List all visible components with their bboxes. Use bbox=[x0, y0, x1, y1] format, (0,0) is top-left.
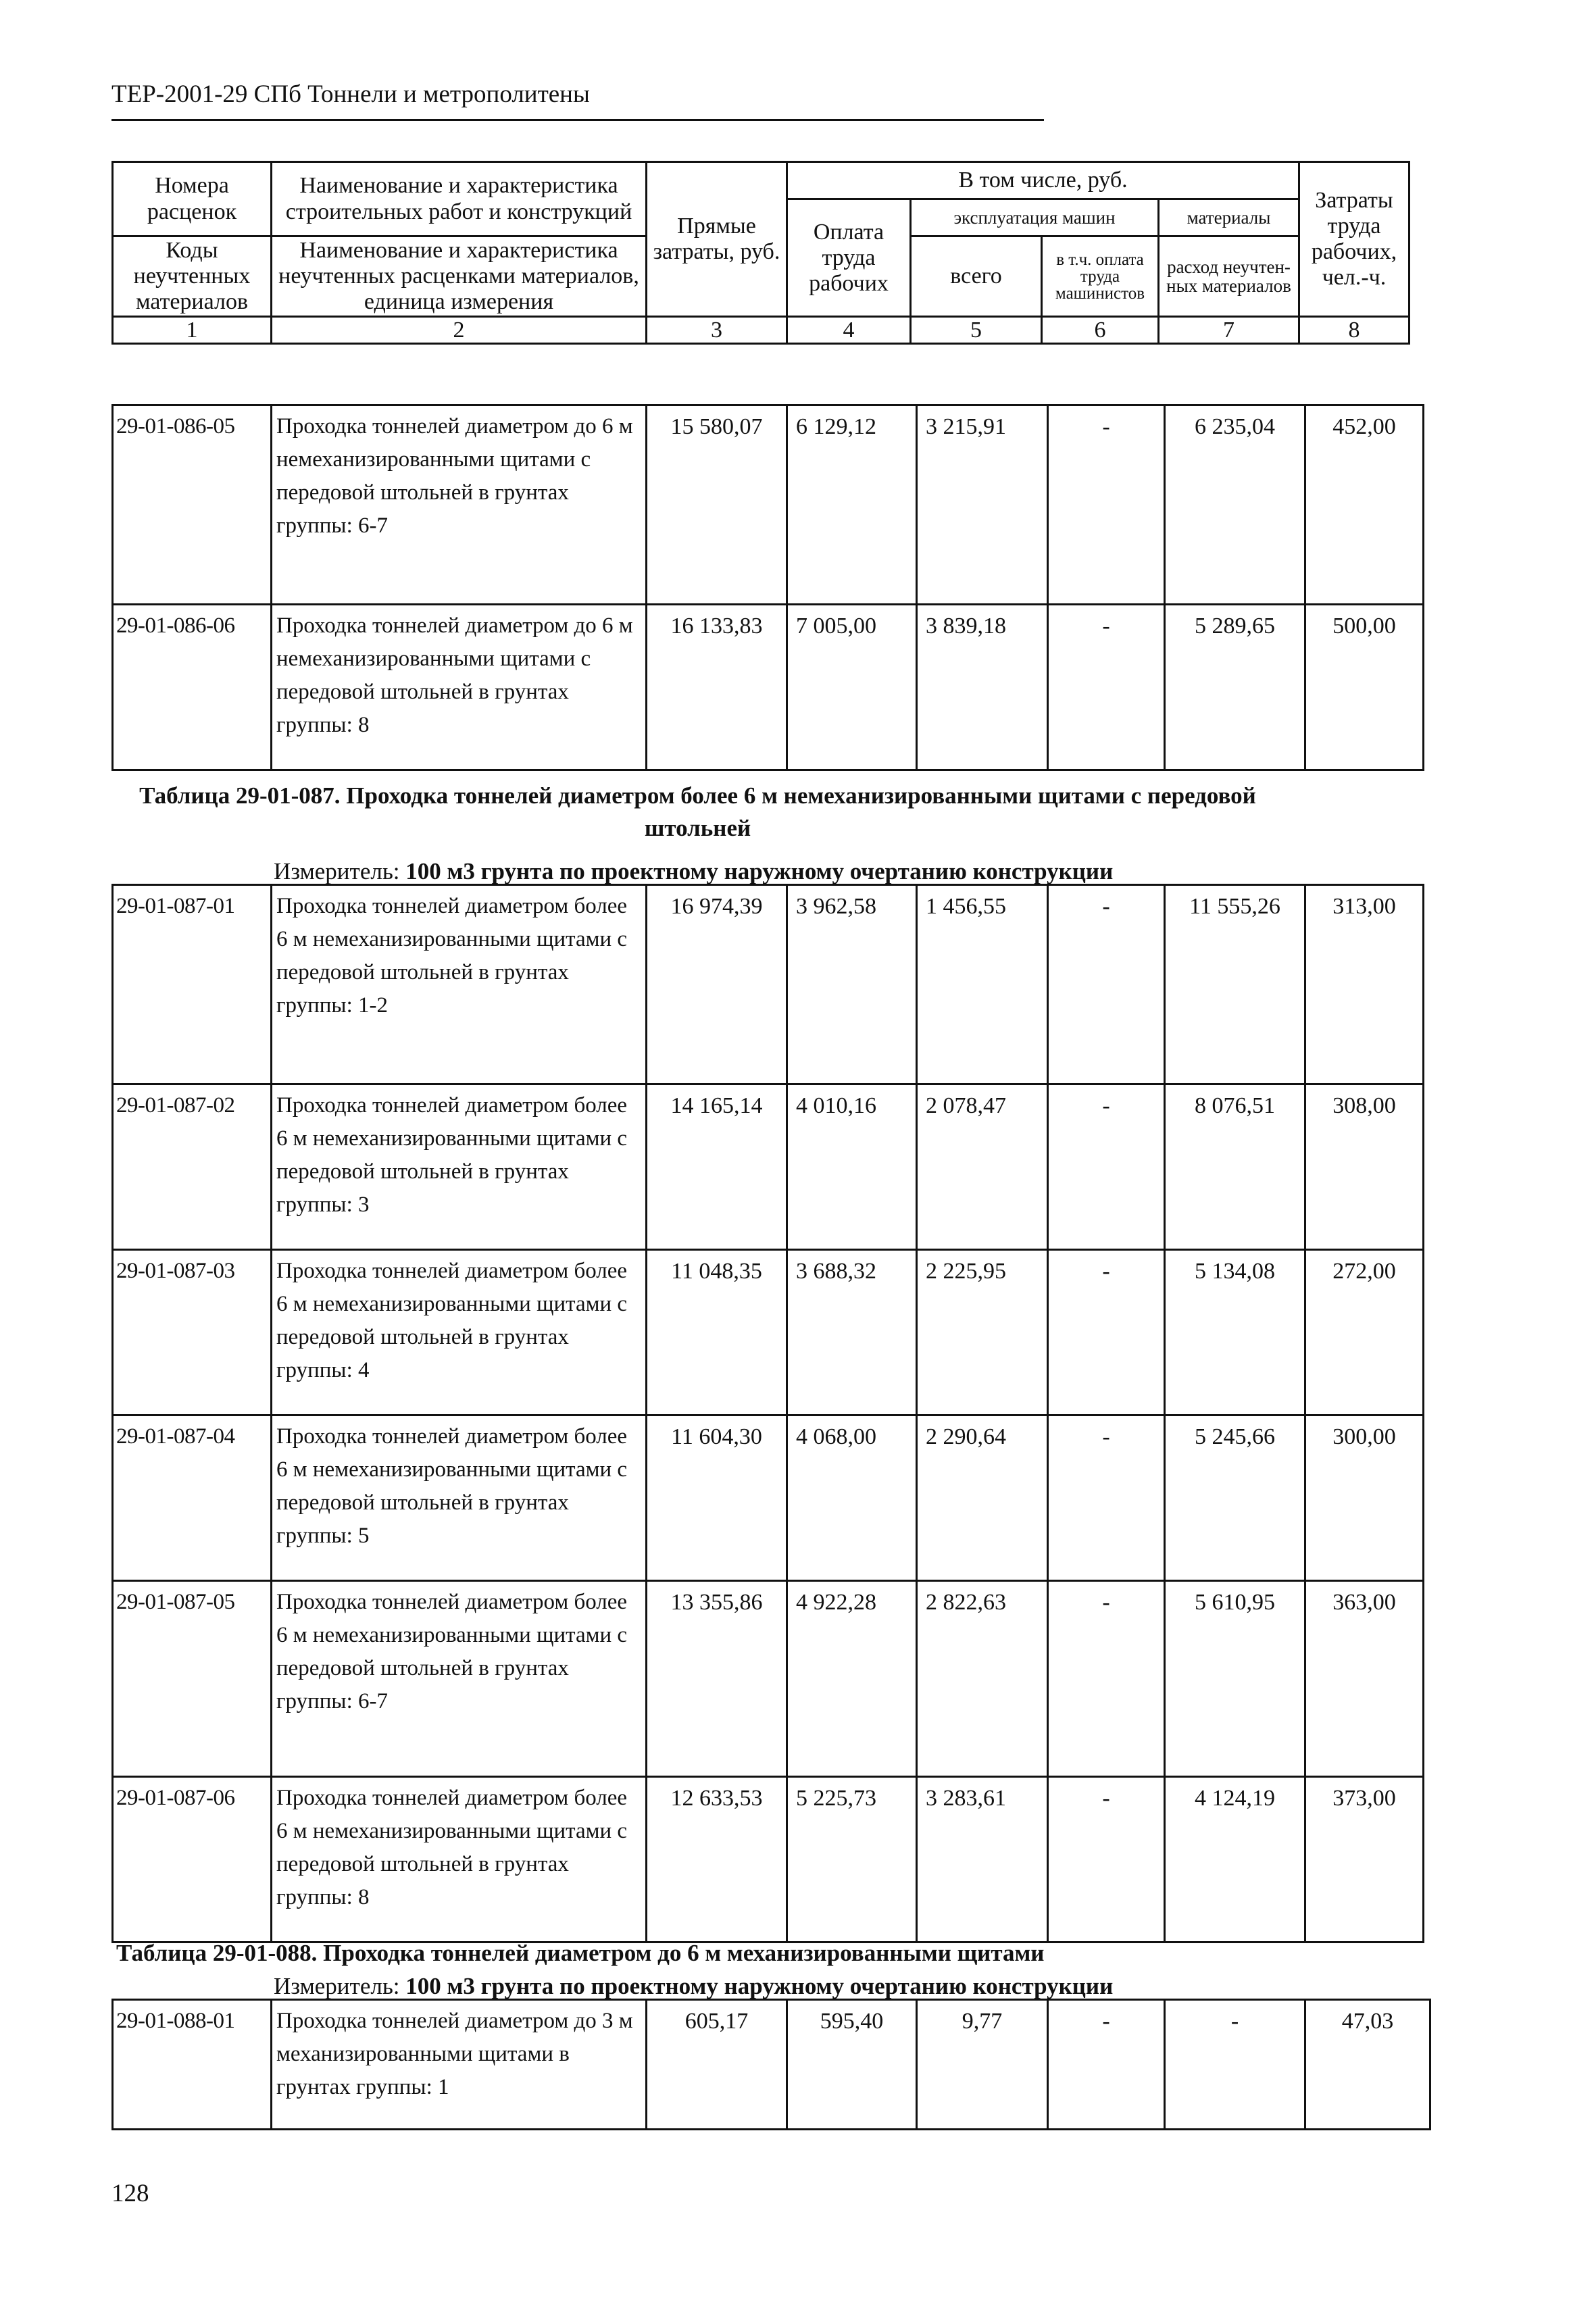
col-number-8: 8 bbox=[1299, 317, 1410, 344]
materials-cost: 11 555,26 bbox=[1165, 885, 1305, 1084]
header-rate-numbers: Номера расценок bbox=[113, 162, 272, 236]
labor-hours: 272,00 bbox=[1305, 1250, 1424, 1415]
header-operators-pay: в т.ч. оплата труда машинистов bbox=[1042, 236, 1159, 317]
labor-hours: 308,00 bbox=[1305, 1084, 1424, 1250]
direct-costs: 14 165,14 bbox=[647, 1084, 787, 1250]
rate-code: 29-01-086-05 bbox=[113, 405, 272, 605]
operators-pay: - bbox=[1048, 1415, 1165, 1581]
work-name: Проходка тоннелей диаметром более 6 м немеханизированными щитами с передовой штольней в грунтах группы: 5 bbox=[272, 1415, 647, 1581]
unit-value: 100 м3 грунта по проектному наружному очертанию конструкции bbox=[405, 858, 1114, 884]
work-name: Проходка тоннелей диаметром более 6 м немеханизированными щитами с передовой штольней в грунтах группы: 4 bbox=[272, 1250, 647, 1415]
machines-total: 9,77 bbox=[917, 2000, 1048, 2130]
labor-pay: 6 129,12 bbox=[787, 405, 917, 605]
page-number: 128 bbox=[111, 2180, 149, 2207]
col-number-1: 1 bbox=[113, 317, 272, 344]
column-header-table bbox=[111, 161, 1410, 345]
labor-pay: 595,40 bbox=[787, 2000, 917, 2130]
header-unaccounted-materials: расход неучтен-ных материалов bbox=[1159, 236, 1299, 317]
work-name: Проходка тоннелей диаметром до 3 м механизированными щитами в грунтах группы: 1 bbox=[272, 2000, 647, 2130]
table-088-unit bbox=[274, 1973, 1113, 2000]
table-row bbox=[113, 605, 1424, 770]
operators-pay: - bbox=[1048, 405, 1165, 605]
table-086 bbox=[111, 404, 1424, 771]
header-work-name: Наименование и характеристика строительных работ и конструкций bbox=[272, 162, 647, 236]
table-row bbox=[113, 885, 1424, 1084]
materials-cost: 6 235,04 bbox=[1165, 405, 1305, 605]
operators-pay: - bbox=[1048, 885, 1165, 1084]
rate-code: 29-01-087-01 bbox=[113, 885, 272, 1084]
col-number-2: 2 bbox=[272, 317, 647, 344]
title-divider bbox=[111, 119, 1044, 121]
machines-total: 3 283,61 bbox=[917, 1777, 1048, 1942]
header-machines-total: всего bbox=[911, 236, 1042, 317]
labor-hours: 47,03 bbox=[1305, 2000, 1430, 2130]
machines-total: 2 225,95 bbox=[917, 1250, 1048, 1415]
materials-cost: 5 245,66 bbox=[1165, 1415, 1305, 1581]
labor-hours: 300,00 bbox=[1305, 1415, 1424, 1581]
table-087-unit bbox=[274, 858, 1113, 885]
work-name: Проходка тоннелей диаметром до 6 м немеханизированными щитами с передовой штольней в грунтах группы: 8 bbox=[272, 605, 647, 770]
labor-pay: 4 010,16 bbox=[787, 1084, 917, 1250]
work-name: Проходка тоннелей диаметром до 6 м немеханизированными щитами с передовой штольней в грунтах группы: 6-7 bbox=[272, 405, 647, 605]
header-labor-hours: Затраты труда рабочих, чел.-ч. bbox=[1299, 162, 1410, 317]
work-name: Проходка тоннелей диаметром более 6 м немеханизированными щитами с передовой штольней в грунтах группы: 3 bbox=[272, 1084, 647, 1250]
direct-costs: 11 604,30 bbox=[647, 1415, 787, 1581]
labor-hours: 500,00 bbox=[1305, 605, 1424, 770]
materials-cost: 5 289,65 bbox=[1165, 605, 1305, 770]
machines-total: 2 290,64 bbox=[917, 1415, 1048, 1581]
materials-cost: 5 134,08 bbox=[1165, 1250, 1305, 1415]
labor-hours: 313,00 bbox=[1305, 885, 1424, 1084]
machines-total: 2 822,63 bbox=[917, 1581, 1048, 1777]
rate-code: 29-01-087-03 bbox=[113, 1250, 272, 1415]
header-including-group: В том числе, руб. bbox=[787, 162, 1299, 199]
machines-total: 3 839,18 bbox=[917, 605, 1048, 770]
direct-costs: 605,17 bbox=[647, 2000, 787, 2130]
header-machines: эксплуатация машин bbox=[911, 199, 1159, 236]
labor-pay: 4 068,00 bbox=[787, 1415, 917, 1581]
labor-hours: 452,00 bbox=[1305, 405, 1424, 605]
labor-pay: 3 962,58 bbox=[787, 885, 917, 1084]
direct-costs: 15 580,07 bbox=[647, 405, 787, 605]
labor-pay: 5 225,73 bbox=[787, 1777, 917, 1942]
direct-costs: 12 633,53 bbox=[647, 1777, 787, 1942]
rate-code: 29-01-087-05 bbox=[113, 1581, 272, 1777]
table-row bbox=[113, 1777, 1424, 1942]
labor-pay: 3 688,32 bbox=[787, 1250, 917, 1415]
col-number-4: 4 bbox=[787, 317, 911, 344]
header-direct-costs: Прямые затраты, руб. bbox=[647, 162, 787, 317]
col-number-5: 5 bbox=[911, 317, 1042, 344]
header-material-codes: Коды неучтенных материалов bbox=[113, 236, 272, 317]
labor-pay: 4 922,28 bbox=[787, 1581, 917, 1777]
materials-cost: - bbox=[1165, 2000, 1305, 2130]
materials-cost: 5 610,95 bbox=[1165, 1581, 1305, 1777]
direct-costs: 13 355,86 bbox=[647, 1581, 787, 1777]
operators-pay: - bbox=[1048, 2000, 1165, 2130]
rate-code: 29-01-087-04 bbox=[113, 1415, 272, 1581]
table-row bbox=[113, 1084, 1424, 1250]
unit-label: Измеритель: bbox=[274, 858, 400, 884]
table-row bbox=[113, 405, 1424, 605]
rate-code: 29-01-087-06 bbox=[113, 1777, 272, 1942]
table-087 bbox=[111, 884, 1424, 1943]
table-088 bbox=[111, 1999, 1431, 2130]
rate-code: 29-01-086-06 bbox=[113, 605, 272, 770]
work-name: Проходка тоннелей диаметром более 6 м немеханизированными щитами с передовой штольней в грунтах группы: 1-2 bbox=[272, 885, 647, 1084]
operators-pay: - bbox=[1048, 605, 1165, 770]
materials-cost: 8 076,51 bbox=[1165, 1084, 1305, 1250]
operators-pay: - bbox=[1048, 1250, 1165, 1415]
table-row bbox=[113, 2000, 1430, 2130]
header-materials: материалы bbox=[1159, 199, 1299, 236]
table-row bbox=[113, 1250, 1424, 1415]
machines-total: 3 215,91 bbox=[917, 405, 1048, 605]
operators-pay: - bbox=[1048, 1084, 1165, 1250]
unit-value: 100 м3 грунта по проектному наружному очертанию конструкции bbox=[405, 1973, 1114, 1999]
col-number-7: 7 bbox=[1159, 317, 1299, 344]
header-material-names: Наименование и характеристика неучтенных расценками материалов, единица измерения bbox=[272, 236, 647, 317]
table-087-caption: Таблица 29-01-087. Проходка тоннелей диаметром более 6 м немеханизированными щитами с передовой штольней bbox=[139, 782, 1256, 841]
work-name: Проходка тоннелей диаметром более 6 м немеханизированными щитами с передовой штольней в грунтах группы: 6-7 bbox=[272, 1581, 647, 1777]
col-number-6: 6 bbox=[1042, 317, 1159, 344]
table-row bbox=[113, 1415, 1424, 1581]
table-row bbox=[113, 1581, 1424, 1777]
labor-pay: 7 005,00 bbox=[787, 605, 917, 770]
rate-code: 29-01-088-01 bbox=[113, 2000, 272, 2130]
operators-pay: - bbox=[1048, 1581, 1165, 1777]
direct-costs: 16 133,83 bbox=[647, 605, 787, 770]
table-088-caption: Таблица 29-01-088. Проходка тоннелей диаметром до 6 м механизированными щитами bbox=[116, 1940, 1045, 1966]
labor-hours: 363,00 bbox=[1305, 1581, 1424, 1777]
direct-costs: 11 048,35 bbox=[647, 1250, 787, 1415]
header-labor-pay: Оплата труда рабочих bbox=[787, 199, 911, 317]
operators-pay: - bbox=[1048, 1777, 1165, 1942]
col-number-3: 3 bbox=[647, 317, 787, 344]
work-name: Проходка тоннелей диаметром более 6 м немеханизированными щитами с передовой штольней в грунтах группы: 8 bbox=[272, 1777, 647, 1942]
materials-cost: 4 124,19 bbox=[1165, 1777, 1305, 1942]
rate-code: 29-01-087-02 bbox=[113, 1084, 272, 1250]
unit-label: Измеритель: bbox=[274, 1973, 400, 1999]
direct-costs: 16 974,39 bbox=[647, 885, 787, 1084]
machines-total: 1 456,55 bbox=[917, 885, 1048, 1084]
machines-total: 2 078,47 bbox=[917, 1084, 1048, 1250]
document-title: ТЕР-2001-29 СПб Тоннели и метрополитены bbox=[111, 80, 590, 108]
labor-hours: 373,00 bbox=[1305, 1777, 1424, 1942]
